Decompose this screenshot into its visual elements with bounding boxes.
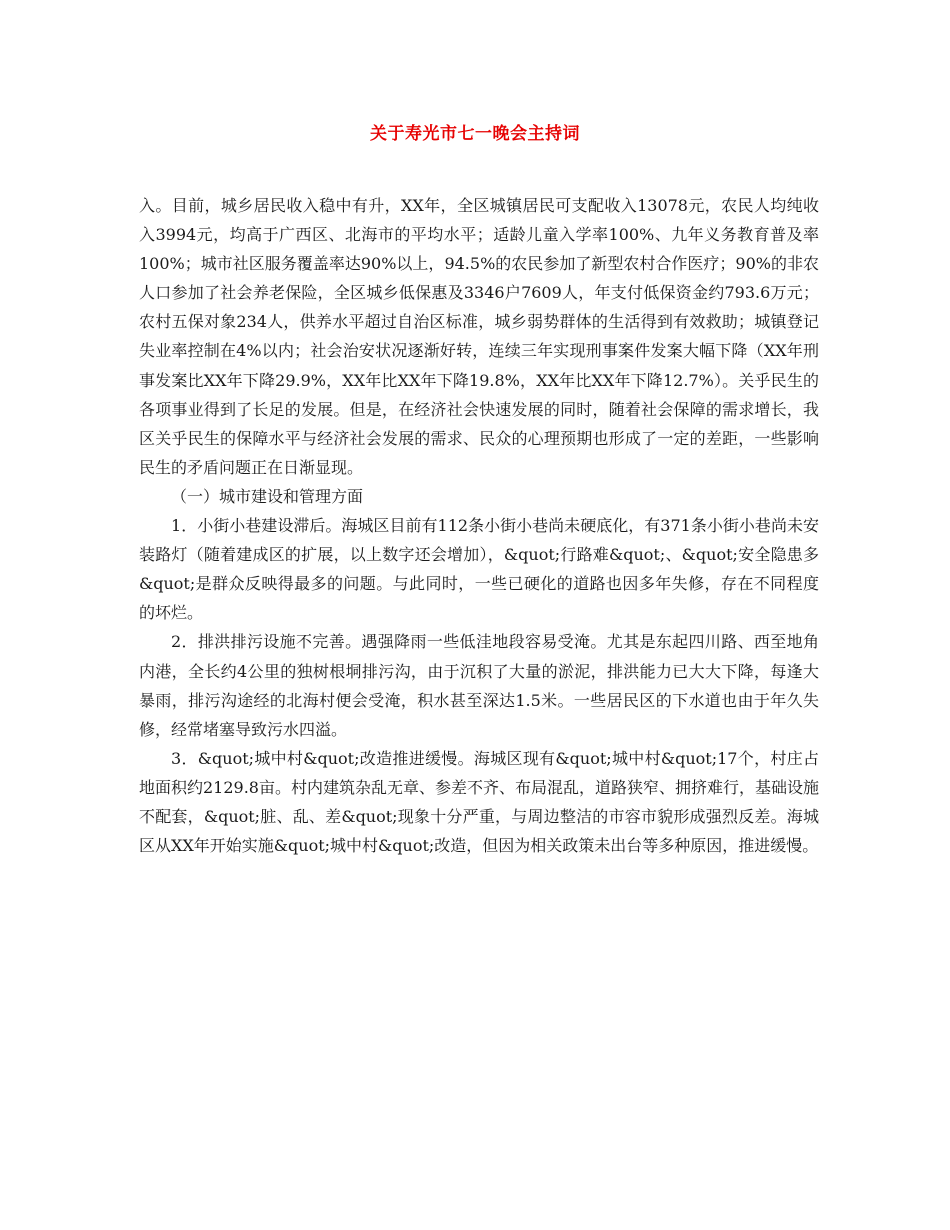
body-paragraph: 1．小街小巷建设滞后。海城区目前有112条小街小巷尚未硬底化，有371条小街小巷尚未安装路灯（随着建成区的扩展，以上数字还会增加），&quot;行路难&quot;、&quot;安全隐患多&quot;是群众反映得最多的问题。与此同时，一些已硬化的道路也因多年失修，存在不同程度的坏烂。	[139, 516, 819, 623]
section-heading: （一）城市建设和管理方面	[171, 486, 364, 506]
body-paragraph: 入。目前，城乡居民收入稳中有升，XX年，全区城镇居民可支配收入13078元，农民人均纯收入3994元，均高于广西区、北海市的平均水平；适龄儿童入学率100%、九年义务教育普及率100%；城市社区服务覆盖率达90%以上，94.5%的农民参加了新型农村合作医疗；90%的非农人口参加了社会养老保险，全区城乡低保惠及3346户7609人，年支付低保资金约793.6万元；农村五保对象234人，供养水平超过自治区标准，城乡弱势群体的生活得到有效救助；城镇登记失业率控制在4%以内；社会治安状况逐渐好转，连续三年实现刑事案件发案大幅下降（XX年刑事发案比XX年下降29.9%，XX年比XX年下降19.8%，XX年比XX年下降12.7%）。关乎民生的各项事业得到了长足的发展。但是，在经济社会快速发展的同时，随着社会保障的需求增长，我区关乎民生的保障水平与经济社会发展的需求、民众的心理预期也形成了一定的差距，一些影响民生的矛盾问题正在日渐显现。	[139, 196, 819, 477]
body-paragraph: 3．&quot;城中村&quot;改造推进缓慢。海城区现有&quot;城中村&quot;17个，村庄占地面积约2129.8亩。村内建筑杂乱无章、参差不齐、布局混乱，道路狭窄、拥挤难行，基础设施不配套，&quot;脏、乱、差&quot;现象十分严重，与周边整洁的市容市貌形成强烈反差。海城区从XX年开始实施&quot;城中村&quot;改造，但因为相关政策未出台等多种原因，推进缓慢。	[139, 748, 819, 856]
document-title: 关于寿光市七一晚会主持词	[370, 124, 580, 144]
document-body	[139, 191, 819, 860]
body-paragraph: 2．排洪排污设施不完善。遇强降雨一些低洼地段容易受淹。尤其是东起四川路、西至地角内港，全长约4公里的独树根垌排污沟，由于沉积了大量的淤泥，排洪能力已大大下降，每逢大暴雨，排污沟途经的北海村便会受淹，积水甚至深达1.5米。一些居民区的下水道也由于年久失修，经常堵塞导致污水四溢。	[139, 632, 819, 739]
